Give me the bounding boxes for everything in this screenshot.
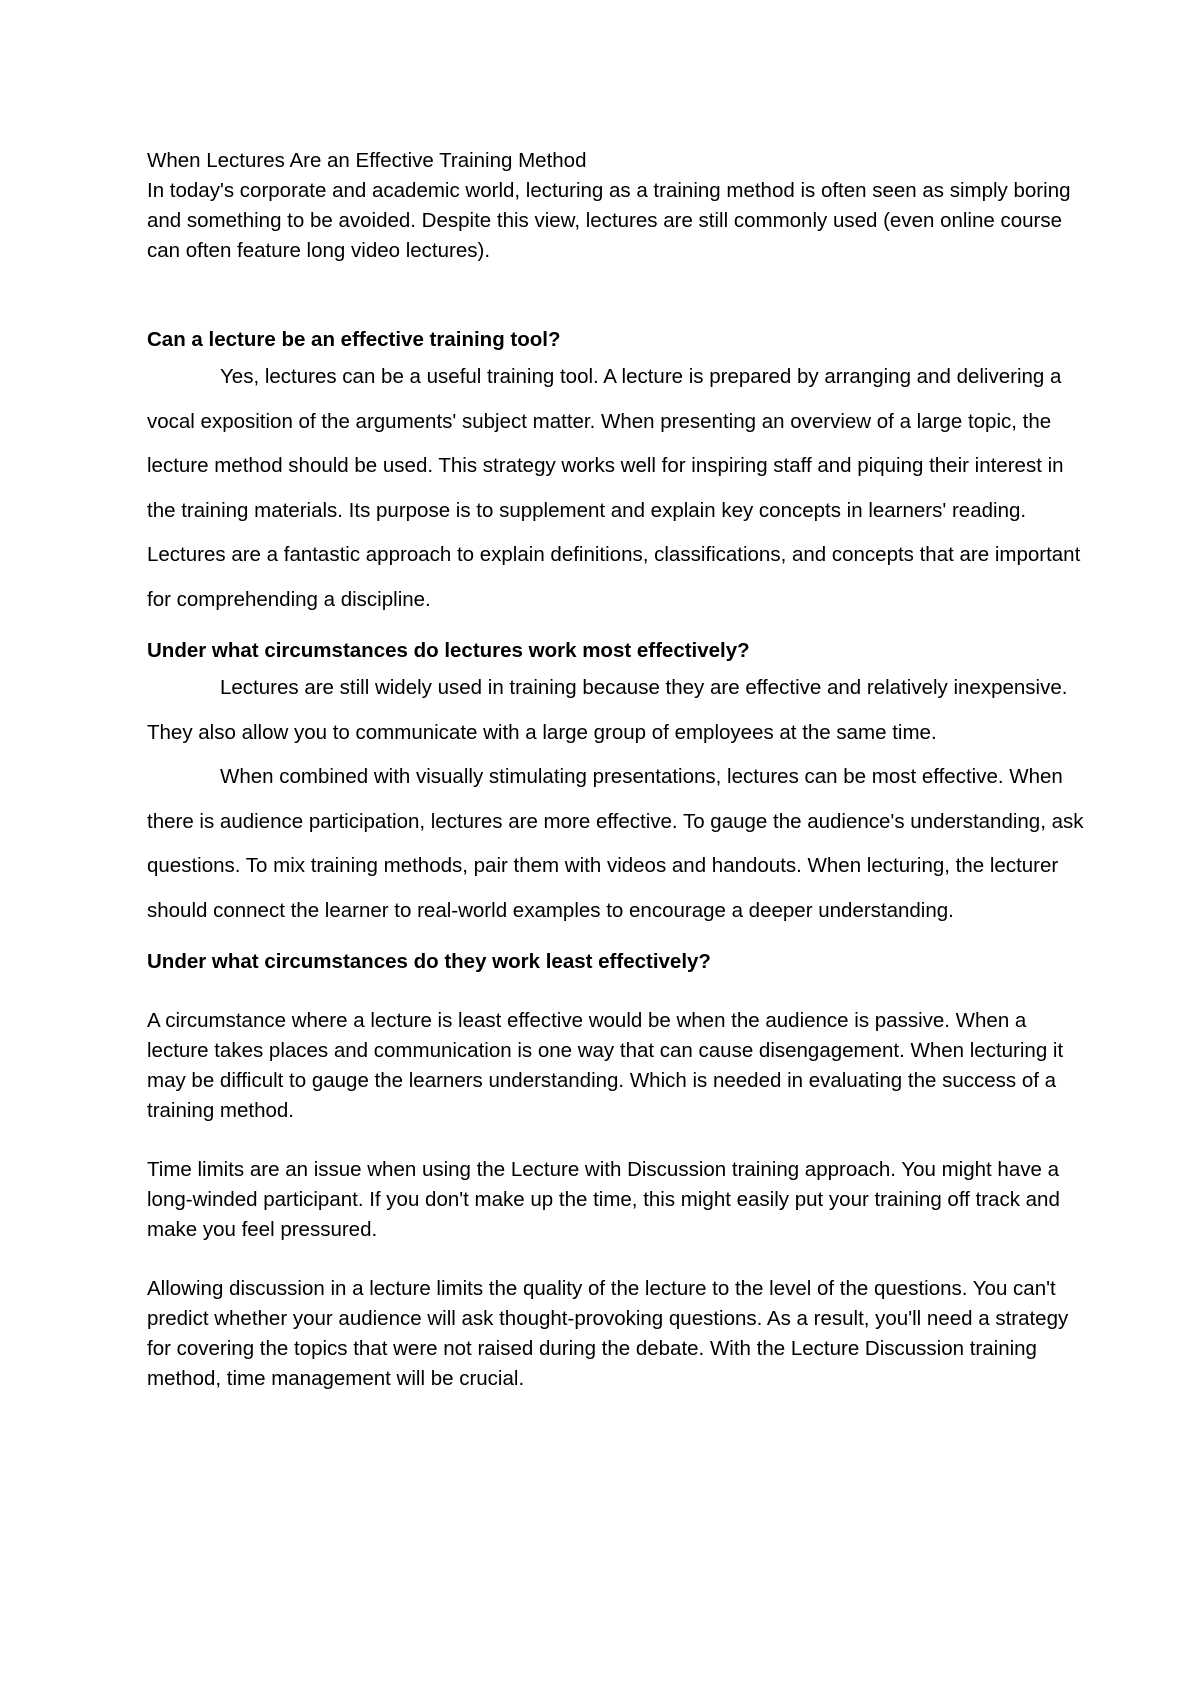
spacer	[147, 977, 1087, 1006]
document-title: When Lectures Are an Effective Training Method	[147, 149, 587, 172]
document-page	[147, 146, 1087, 1394]
section3-paragraph-1: A circumstance where a lecture is least effective would be when the audience is passive. When a lecture takes places and communication is one way that can cause disengagement. When lecturing it may be difficult to gauge the learners understanding. Which is needed in evaluating the success of a training method.	[147, 1009, 1064, 1122]
section3-paragraph-3: Allowing discussion in a lecture limits the quality of the lecture to the level of the questions. You can't predict whether your audience will ask thought-provoking questions. As a result, you'll need a strategy for covering the topics that were not raised during the debate. With the Lecture Discussion training method, time management will be crucial.	[147, 1277, 1069, 1390]
spacer	[147, 1245, 1087, 1274]
section2-paragraph-1: Lectures are still widely used in training because they are effective and relatively inexpensive. They also allow you to communicate with a large group of employees at the same time.	[147, 676, 1068, 744]
spacer	[147, 1126, 1087, 1155]
spacer	[147, 622, 1087, 636]
section2-paragraph-2: When combined with visually stimulating presentations, lectures can be most effective. When there is audience participation, lectures are more effective. To gauge the audience's understanding, ask questions. To mix training methods, pair them with videos and handouts. When lecturing, the lecturer should connect the learner to real-world examples to encourage a deeper understanding.	[147, 765, 1084, 922]
section3-paragraph-2: Time limits are an issue when using the Lecture with Discussion training approach. You might have a long-winded participant. If you don't make up the time, this might easily put your training off track and make you feel pressured.	[147, 1158, 1060, 1241]
intro-paragraph: In today's corporate and academic world, lecturing as a training method is often seen as simply boring and something to be avoided. Despite this view, lectures are still commonly used (even online course can often feature long video lectures).	[147, 179, 1071, 262]
spacer	[147, 266, 1087, 325]
section2-heading: Under what circumstances do lectures work most effectively?	[147, 639, 750, 662]
section3-heading: Under what circumstances do they work least effectively?	[147, 950, 711, 973]
section1-paragraph: Yes, lectures can be a useful training tool. A lecture is prepared by arranging and delivering a vocal exposition of the arguments' subject matter. When presenting an overview of a large topic, the lecture method should be used. This strategy works well for inspiring staff and piquing their interest in the training materials. Its purpose is to supplement and explain key concepts in learners' reading. Lectures are a fantastic approach to explain definitions, classifications, and concepts that are important for comprehending a discipline.	[147, 365, 1081, 611]
spacer	[147, 933, 1087, 947]
section1-heading: Can a lecture be an effective training tool?	[147, 328, 561, 351]
